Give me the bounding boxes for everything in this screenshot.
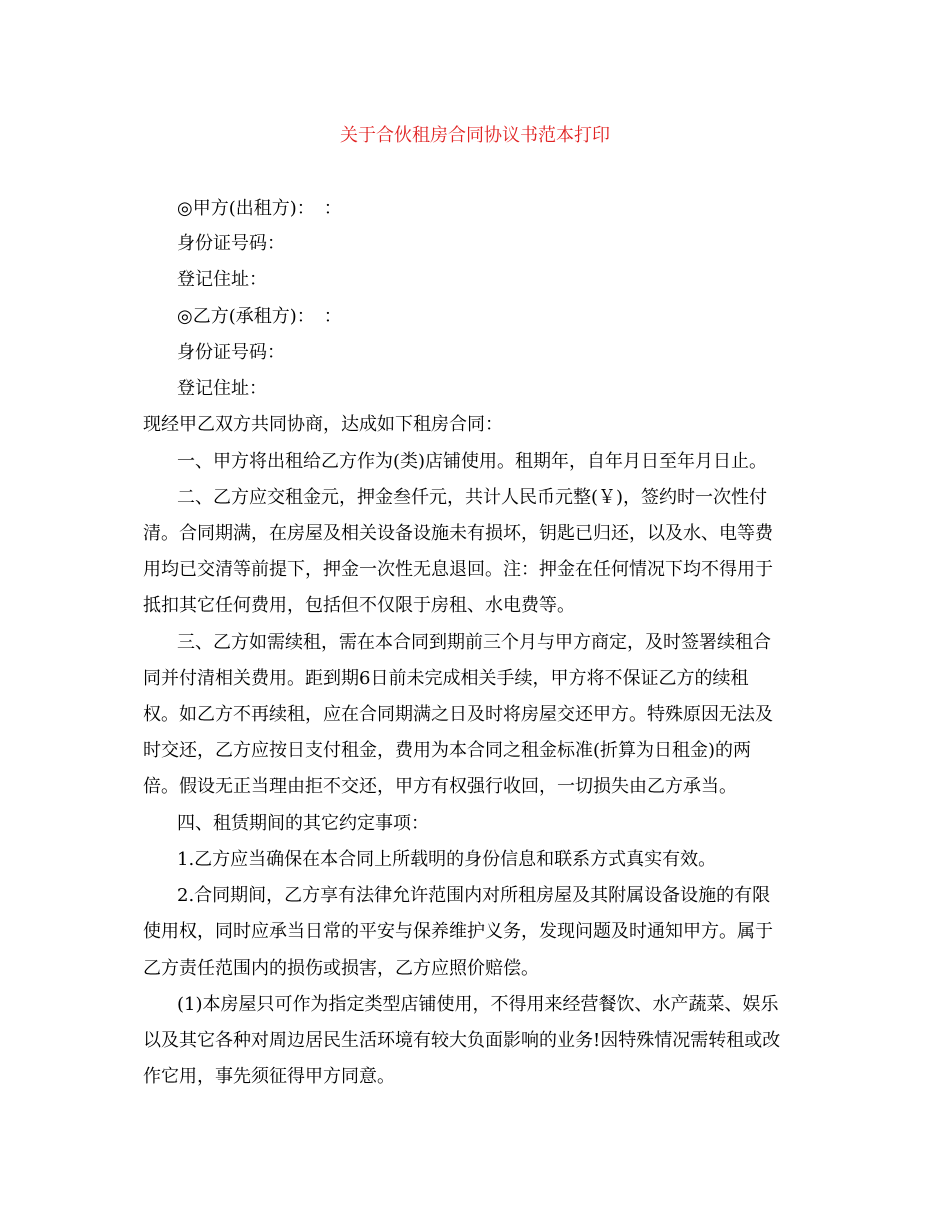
party-a-address: 登记住址： — [177, 269, 267, 290]
party-b-id-number: 身份证号码： — [177, 342, 285, 363]
clause-2-line-1: 二、乙方应交租金元，押金叁仟元，共计人民币元整(￥)，签约时一次性付 — [177, 487, 768, 508]
party-a-id-number: 身份证号码： — [177, 233, 285, 254]
clause-4-heading: 四、租赁期间的其它约定事项： — [177, 813, 429, 834]
subitem-1-line-2: 以及其它各种对周边居民生活环境有较大负面影响的业务!因特殊情况需转租或改 — [143, 1030, 781, 1051]
party-b-label: ◎乙方(承租方)： ： — [177, 306, 342, 327]
clause-3-line-2: 同并付清相关费用。距到期6日前未完成相关手续，甲方将不保证乙方的续租 — [143, 668, 749, 689]
document-title: 关于合伙租房合同协议书范本打印 — [340, 125, 610, 146]
clause-4-item-2-line-3: 乙方责任范围内的损伤或损害，乙方应照价赔偿。 — [143, 958, 539, 979]
clause-3-line-3: 权。如乙方不再续租，应在合同期满之日及时将房屋交还甲方。特殊原因无法及 — [143, 704, 773, 725]
clause-2-line-2: 清。合同期满，在房屋及相关设备设施未有损坏，钥匙已归还，以及水、电等费 — [143, 523, 773, 544]
clause-4-item-2-line-2: 使用权，同时应承当日常的平安与保养维护义务，发现问题及时通知甲方。属于 — [143, 921, 773, 942]
subitem-1-line-3: 作它用，事先须征得甲方同意。 — [143, 1066, 395, 1087]
clause-4-item-2-line-1: 2.合同期间，乙方享有法律允许范围内对所租房屋及其附属设备设施的有限 — [177, 885, 771, 906]
clause-2-line-4: 抵扣其它任何费用，包括但不仅限于房租、水电费等。 — [143, 595, 575, 616]
clause-3-line-5: 倍。假设无正当理由拒不交还，甲方有权强行收回，一切损失由乙方承当。 — [143, 776, 737, 797]
clause-2-line-3: 用均已交清等前提下，押金一次性无息退回。注：押金在任何情况下均不得用于 — [143, 559, 773, 580]
party-a-label: ◎甲方(出租方)： ： — [177, 198, 342, 219]
clause-4-item-1: 1.乙方应当确保在本合同上所载明的身份信息和联系方式真实有效。 — [177, 849, 717, 870]
clause-3-line-1: 三、乙方如需续租，需在本合同到期前三个月与甲方商定，及时签署续租合 — [177, 632, 771, 653]
subitem-1-line-1: (1)本房屋只可作为指定类型店铺使用，不得用来经营餐饮、水产蔬菜、娱乐 — [177, 994, 779, 1015]
clause-1: 一、甲方将出租给乙方作为(类)店铺使用。租期年，自年月日至年月日止。 — [177, 451, 768, 472]
intro-line: 现经甲乙双方共同协商，达成如下租房合同： — [143, 414, 503, 435]
party-b-address: 登记住址： — [177, 378, 267, 399]
clause-3-line-4: 时交还，乙方应按日支付租金，费用为本合同之租金标准(折算为日租金)的两 — [143, 740, 752, 761]
